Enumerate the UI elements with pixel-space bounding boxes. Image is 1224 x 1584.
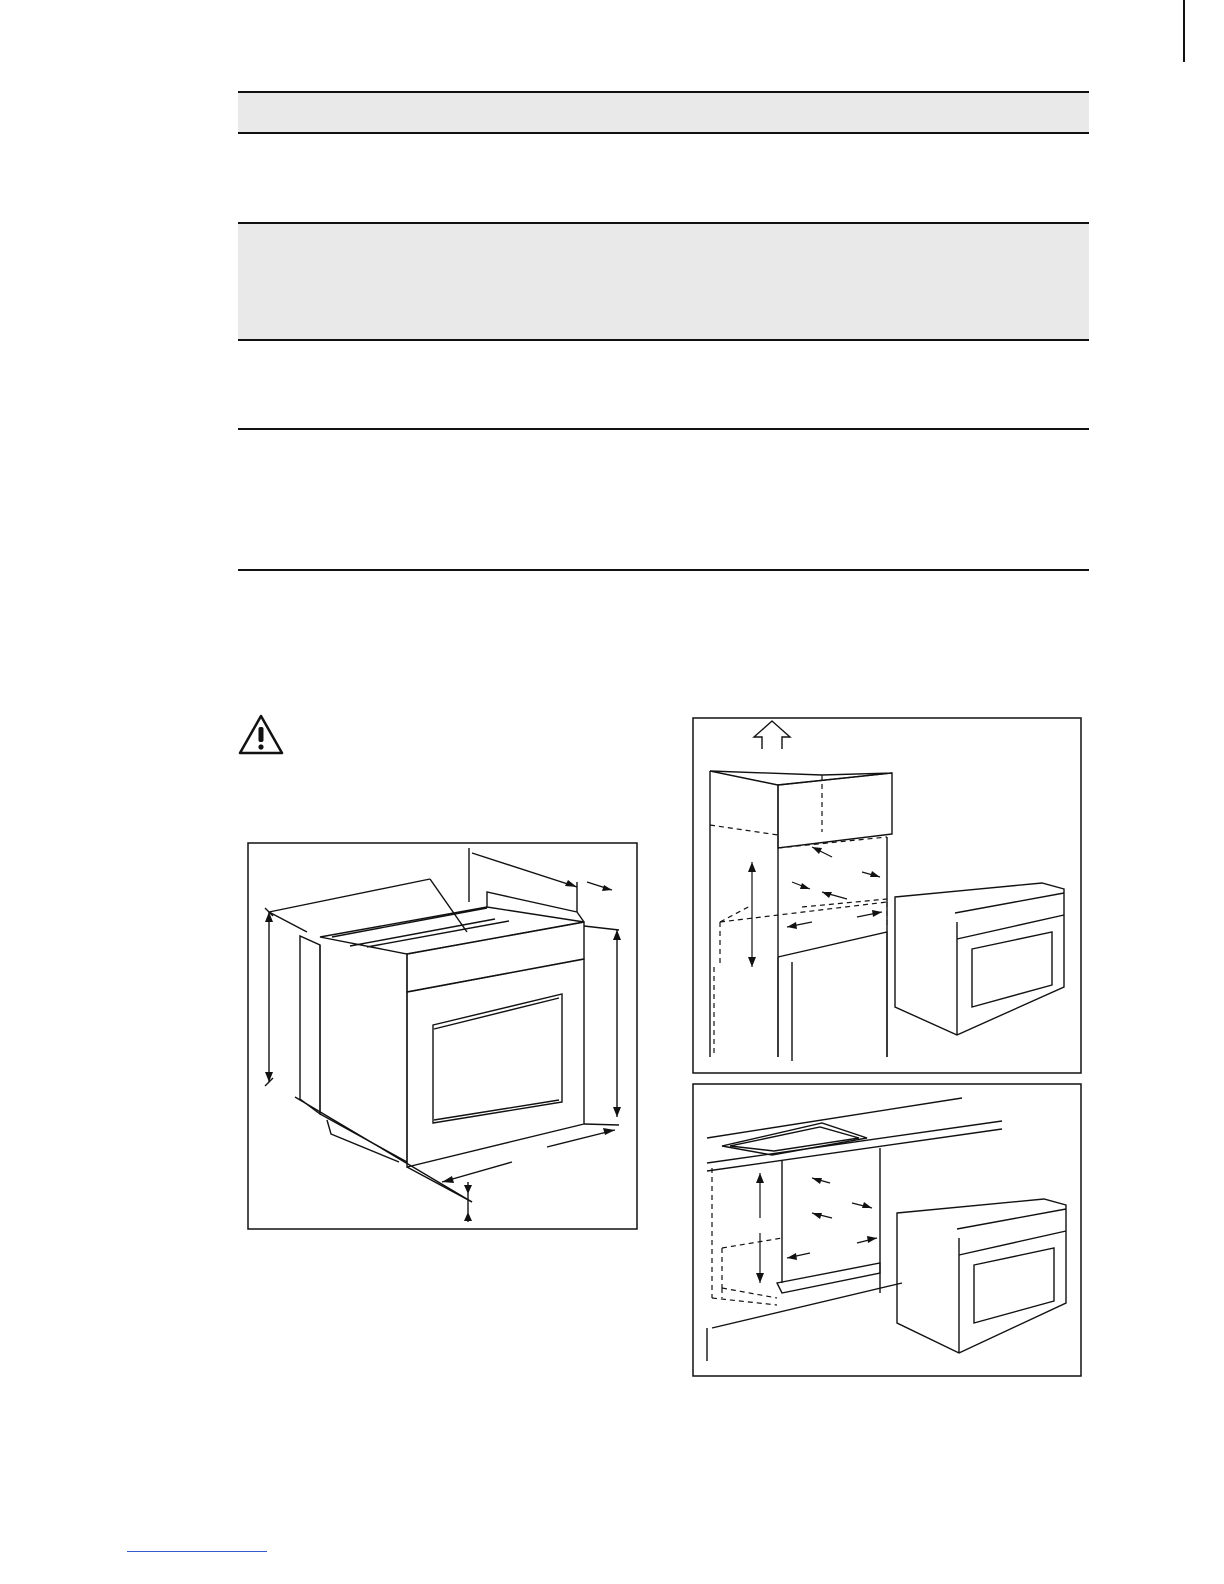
table-row [238,339,1089,428]
table-bottom-rule [238,569,1089,571]
page-corner-mark [1183,0,1185,62]
warning-triangle-icon [237,713,285,757]
tall-cabinet-installation-figure [692,717,1082,1074]
under-counter-installation-figure [692,1083,1082,1377]
table-row [238,428,1089,569]
oven-dimensions-figure [247,842,638,1230]
table-row [238,222,1089,339]
table-row [238,132,1089,222]
table-row [238,91,1089,132]
specification-table [238,91,1089,569]
footer-link-underline[interactable] [127,1551,267,1552]
